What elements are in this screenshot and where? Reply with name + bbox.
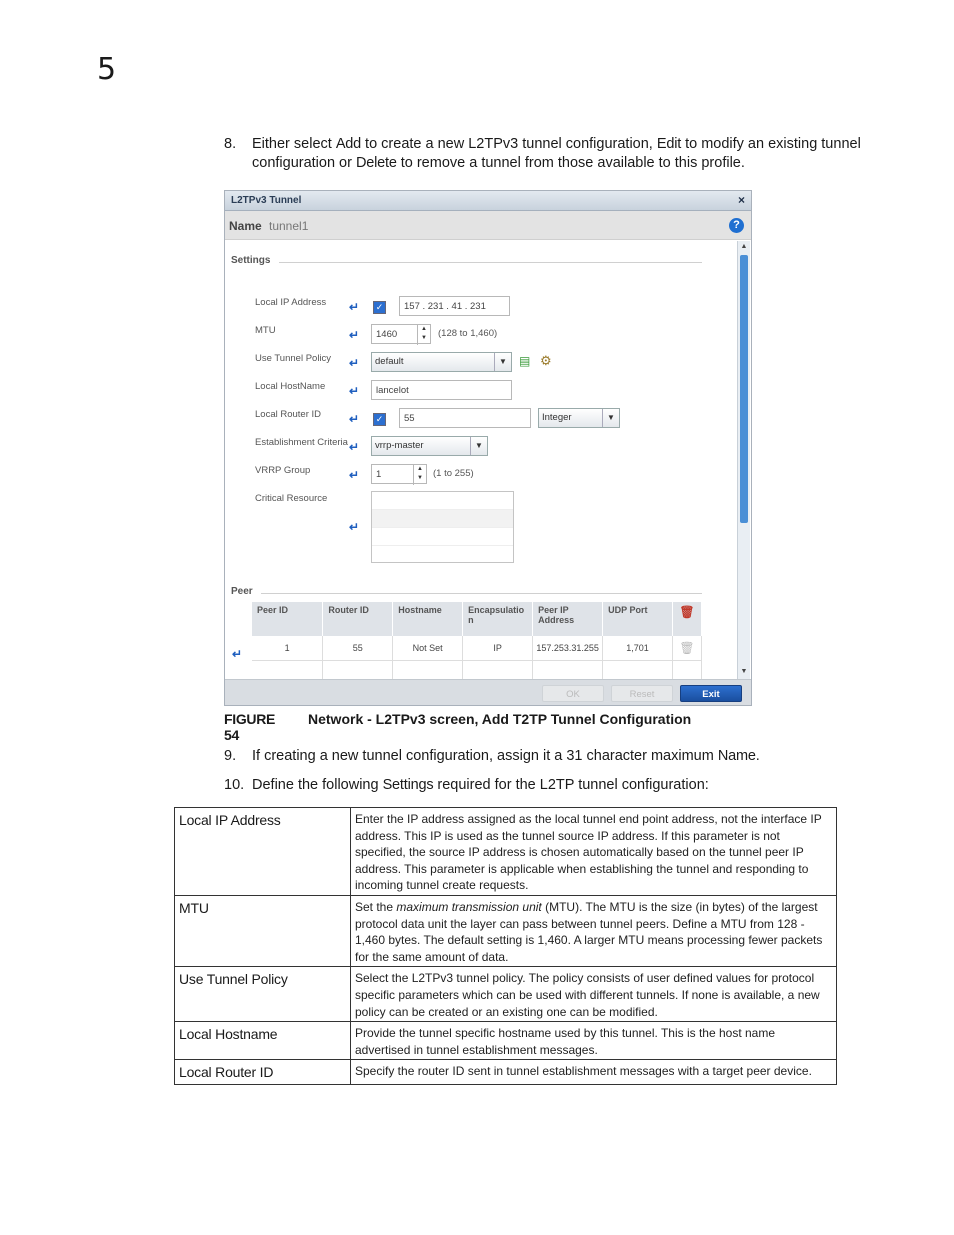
- establishment-select[interactable]: [371, 436, 488, 456]
- column-router-id[interactable]: Router ID: [323, 602, 393, 636]
- term-local-router-id: Local Router ID: [175, 1060, 351, 1085]
- figure-caption-text: Network - L2TPv3 screen, Add T2TP Tunnel Configuration: [308, 711, 692, 727]
- term-mtu: MTU: [175, 895, 351, 966]
- critical-resource-label: Critical Resource: [255, 493, 328, 504]
- keyword-add: Add: [335, 136, 362, 152]
- scrollbar-thumb[interactable]: [740, 255, 748, 523]
- dialog-title: L2TPv3 Tunnel: [231, 195, 302, 206]
- chevron-down-icon[interactable]: ▼: [494, 353, 511, 371]
- list-item[interactable]: [372, 492, 513, 510]
- keyword-delete: Delete: [355, 155, 397, 171]
- cell-peer-ip: 157.253.31.255: [533, 636, 603, 661]
- text: to remove a tunnel from those available to this profile.: [396, 155, 745, 171]
- router-id-checkbox[interactable]: ✓: [373, 413, 386, 426]
- term-local-hostname: Local Hostname: [175, 1022, 351, 1060]
- keyword-settings: Settings: [382, 777, 434, 793]
- peer-table: [252, 602, 702, 682]
- text: (MTU). The MTU is the size (in bytes) of the largest protocol data unit the layer can pass between tunnel peers. Define a MTU from 128 - 1,460 bytes. The default setting is 1,460. A larger MTU means processing fewer packets for the same amount of data.: [355, 899, 823, 964]
- trash-icon[interactable]: 🗑: [679, 641, 695, 655]
- text: Define the following: [252, 777, 383, 793]
- trash-icon[interactable]: 🗑: [679, 605, 695, 619]
- chevron-down-icon[interactable]: ▼: [470, 437, 487, 455]
- step-text: [252, 747, 882, 766]
- close-icon[interactable]: ×: [737, 193, 745, 207]
- definition: Enter the IP address assigned as the local tunnel end point address, not the interface IP address. This IP is used as the tunnel source IP address. If this parameter is not specified, the source IP address is chosen automatically based on the tunnel peer IP address. This parameter is applicable when establishing the tunnel and responding to incoming tunnel create requests.: [351, 808, 837, 896]
- peer-group-label: Peer: [231, 586, 253, 597]
- scroll-up-icon[interactable]: ▲: [740, 243, 748, 250]
- definition: Provide the tunnel specific hostname used by this tunnel. This is the host name advertised in tunnel establishment messages.: [351, 1022, 837, 1060]
- mtu-stepper[interactable]: [371, 324, 431, 344]
- router-id-label: Local Router ID: [255, 409, 322, 420]
- definition: Select the L2TPv3 tunnel policy. The policy consists of user defined values for protocol specific parameters which can be used with different tunnels. If none is available, a new policy can be created or an existing one can be modified.: [351, 967, 837, 1022]
- text: required for the L2TP tunnel configuration:: [433, 777, 709, 793]
- column-peer-id[interactable]: Peer ID: [252, 602, 323, 636]
- keyword-edit: Edit: [656, 136, 682, 152]
- add-policy-icon[interactable]: ▤: [519, 354, 531, 368]
- local-ip-label: Local IP Address: [255, 297, 327, 308]
- chevron-down-icon[interactable]: ▼: [602, 409, 619, 427]
- inherit-arrow-icon[interactable]: ↵: [232, 647, 243, 661]
- establishment-label: Establishment Criteria: [255, 437, 348, 448]
- definition: [351, 895, 837, 966]
- mtu-hint: (128 to 1,460): [438, 328, 498, 339]
- exit-button[interactable]: Exit: [680, 685, 742, 702]
- settings-description-table: [174, 807, 837, 1085]
- vrrp-value: 1: [376, 469, 382, 480]
- cell-hostname: Not Set: [393, 636, 463, 661]
- cell-udp-port: 1,701: [603, 636, 673, 661]
- vrrp-hint: (1 to 255): [433, 468, 474, 479]
- emphasis: maximum transmission unit: [396, 899, 542, 914]
- chapter-number: 5: [97, 52, 117, 87]
- mtu-label: MTU: [255, 325, 276, 336]
- name-bar: [225, 211, 751, 240]
- ok-button[interactable]: OK: [542, 685, 604, 702]
- vrrp-spin[interactable]: [413, 465, 426, 485]
- mtu-value: 1460: [376, 329, 398, 340]
- router-id-input[interactable]: 55: [399, 408, 531, 428]
- scroll-down-icon[interactable]: ▼: [740, 668, 748, 675]
- l2tpv3-tunnel-dialog: [224, 190, 752, 706]
- term-use-tunnel-policy: Use Tunnel Policy: [175, 967, 351, 1022]
- inherit-arrow-icon[interactable]: ↵: [349, 328, 360, 342]
- divider: [279, 262, 702, 263]
- text: to create a new L2TPv3 tunnel configuration,: [361, 136, 657, 152]
- inherit-arrow-icon[interactable]: ↵: [349, 356, 360, 370]
- column-udp-port[interactable]: UDP Port: [603, 602, 673, 636]
- inherit-arrow-icon[interactable]: ↵: [349, 468, 360, 482]
- establishment-value: vrrp-master: [375, 440, 424, 451]
- keyword-name: Name: [717, 748, 756, 764]
- table-row: [175, 808, 837, 896]
- inherit-arrow-icon[interactable]: ↵: [349, 520, 360, 534]
- tunnel-policy-select[interactable]: [371, 352, 512, 372]
- chevron-down-icon[interactable]: ▼: [417, 475, 423, 481]
- term-local-ip-address: Local IP Address: [175, 808, 351, 896]
- table-row: [175, 967, 837, 1022]
- cell-encapsulation: IP: [463, 636, 533, 661]
- tunnel-policy-label: Use Tunnel Policy: [255, 353, 332, 364]
- chevron-down-icon[interactable]: ▼: [421, 335, 427, 341]
- tunnel-policy-value: default: [375, 356, 404, 367]
- cell-delete: [672, 636, 701, 661]
- table-row[interactable]: [252, 636, 702, 661]
- vrrp-label: VRRP Group: [255, 465, 311, 476]
- vertical-scrollbar[interactable]: [737, 241, 750, 679]
- step-number: 9.: [224, 748, 237, 764]
- name-label: Name: [229, 219, 262, 233]
- divider: [261, 593, 702, 594]
- hostname-input[interactable]: lancelot: [371, 380, 512, 400]
- text: .: [755, 748, 760, 764]
- name-value: tunnel1: [269, 219, 309, 233]
- list-item[interactable]: [372, 510, 513, 528]
- router-id-type-select[interactable]: [538, 408, 620, 428]
- inherit-arrow-icon[interactable]: ↵: [349, 300, 360, 314]
- column-peer-ip[interactable]: Peer IP Address: [533, 602, 603, 636]
- list-item[interactable]: [372, 528, 513, 546]
- chevron-up-icon[interactable]: ▲: [417, 466, 423, 472]
- table-row: [175, 1022, 837, 1060]
- text: If creating a new tunnel configuration, assign it a 31 character maximum: [252, 748, 718, 764]
- definition: Specify the router ID sent in tunnel establishment messages with a target peer device.: [351, 1060, 837, 1085]
- table-row: [175, 895, 837, 966]
- table-row: [175, 1060, 837, 1085]
- gear-icon[interactable]: ⚙: [540, 353, 552, 368]
- column-hostname[interactable]: Hostname: [393, 602, 463, 636]
- text: Set the: [355, 899, 397, 914]
- column-delete: [672, 602, 701, 636]
- vrrp-stepper[interactable]: [371, 464, 427, 484]
- router-id-type-value: Integer: [542, 412, 572, 423]
- help-icon[interactable]: ?: [729, 218, 744, 233]
- local-ip-checkbox[interactable]: ✓: [373, 301, 386, 314]
- step-number: 8.: [224, 136, 237, 152]
- inherit-arrow-icon[interactable]: ↵: [349, 440, 360, 454]
- text: to modify an existing tunnel configuration or: [252, 136, 861, 171]
- chevron-up-icon[interactable]: ▲: [421, 326, 427, 332]
- hostname-label: Local HostName: [255, 381, 326, 392]
- inherit-arrow-icon[interactable]: ↵: [349, 412, 360, 426]
- step-number: 10.: [224, 777, 245, 793]
- table-header-row: [252, 602, 702, 636]
- text: Either select: [252, 136, 336, 152]
- dialog-titlebar: [225, 191, 751, 211]
- settings-group-label: Settings: [231, 255, 271, 266]
- mtu-spin[interactable]: [417, 325, 430, 345]
- cell-router-id: 55: [323, 636, 393, 661]
- critical-resource-list[interactable]: [371, 491, 514, 563]
- reset-button[interactable]: Reset: [611, 685, 673, 702]
- cell-peer-id: 1: [252, 636, 323, 661]
- figure-label: FIGURE 54: [224, 711, 276, 743]
- dialog-footer: [225, 679, 751, 706]
- step-text: [252, 776, 882, 795]
- column-encapsulation[interactable]: Encapsulatio n: [463, 602, 533, 636]
- inherit-arrow-icon[interactable]: ↵: [349, 384, 360, 398]
- step-text: [252, 135, 882, 173]
- local-ip-input[interactable]: 157 . 231 . 41 . 231: [399, 296, 510, 316]
